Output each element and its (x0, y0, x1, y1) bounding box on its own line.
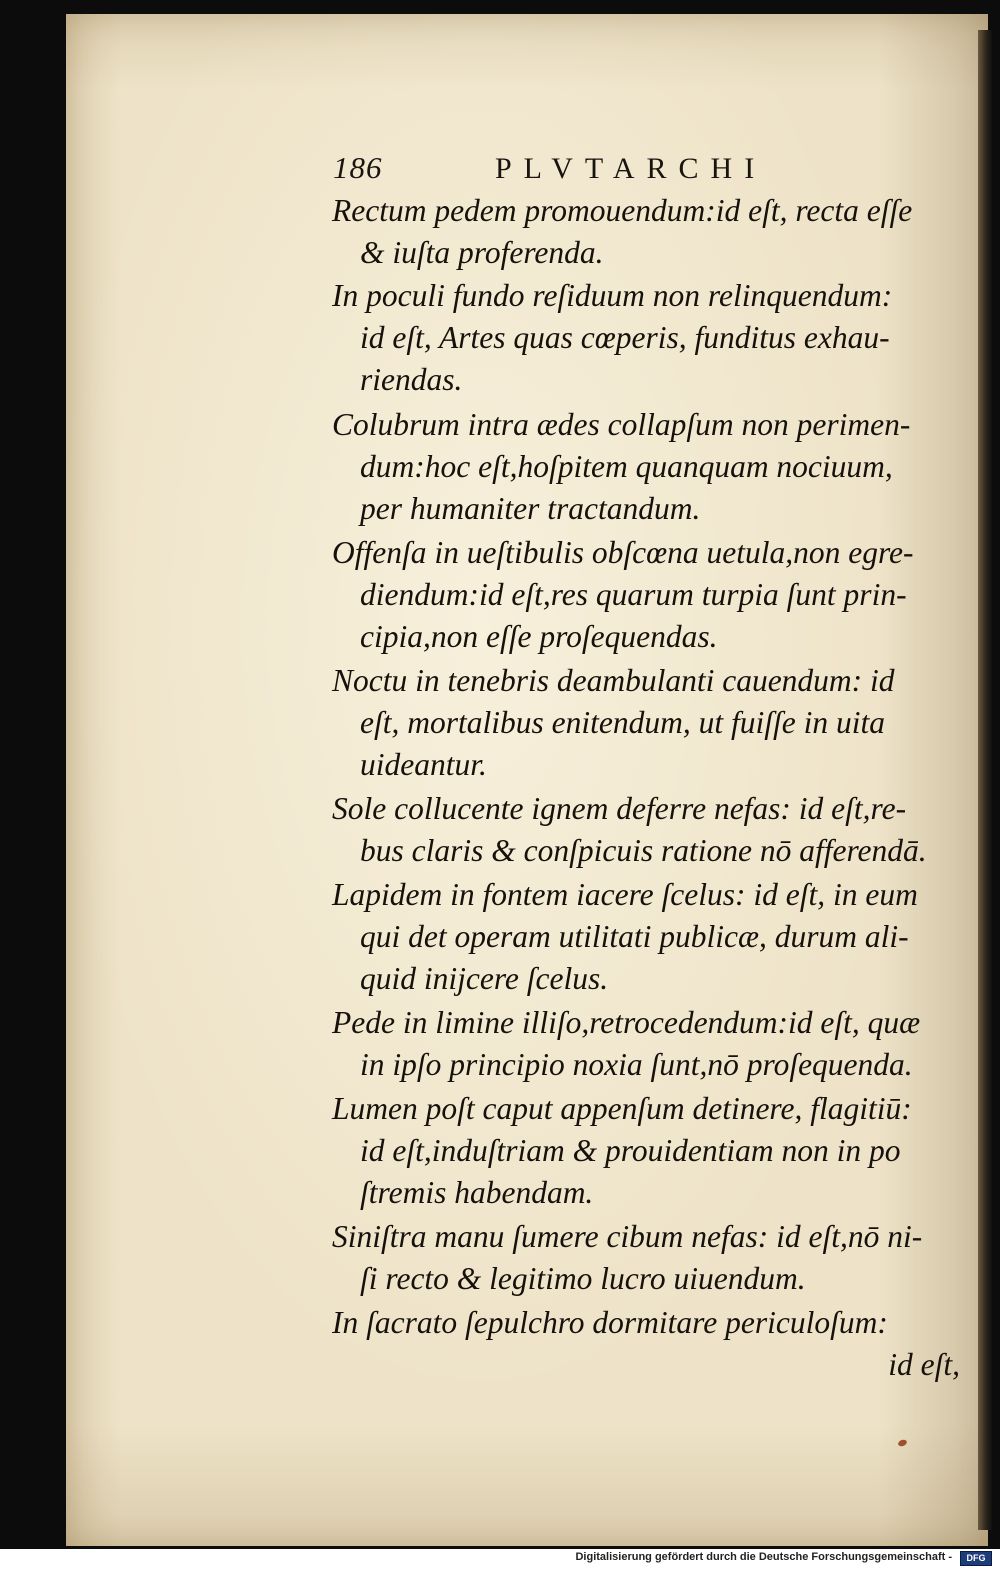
text-line: Offenſa in ueſtibulis obſcœna uetula,non egre- (332, 535, 914, 570)
text-line: Lapidem in fontem iacere ſcelus: id eſt, in eum (332, 877, 918, 912)
text-line: bus claris & conſpicuis ratione nō afferendā. (360, 833, 927, 868)
text-line: eſt, mortalibus enitendum, ut fuiſſe in uita (360, 705, 885, 740)
text-line: Siniſtra manu ſumere cibum nefas: id eſt,nō ni- (332, 1219, 923, 1254)
text-line: id eſt, Artes quas cœperis, funditus exhau- (360, 320, 890, 355)
text-line: dum:hoc eſt,hoſpitem quanquam nociuum, (360, 449, 893, 484)
text-line: In poculi fundo reſiduum non relinquendum: (332, 278, 893, 313)
text-line: per humaniter tractandum. (360, 491, 701, 526)
text-line: Lumen poſt caput appenſum detinere, flagitiū: (332, 1091, 912, 1126)
page-edge (978, 30, 992, 1530)
text-line: riendas. (360, 362, 463, 397)
dfg-logo-icon: DFG (960, 1551, 992, 1566)
text-line: & iuſta proferenda. (360, 235, 604, 270)
text-line: In ſacrato ſepulchro dormitare periculoſum: (332, 1305, 888, 1340)
footer-credit: Digitalisierung gefördert durch die Deutsche Forschungsgemeinschaft - (575, 1551, 952, 1563)
text-line: diendum:id eſt,res quarum turpia ſunt prin- (360, 577, 907, 612)
running-title: PLVTARCHI (495, 152, 767, 185)
text-line: Rectum pedem promouendum:id eſt, recta eſſe (332, 193, 913, 228)
text-line: in ipſo principio noxia ſunt,nō proſequenda. (360, 1047, 913, 1082)
text-line: ſtremis habendam. (360, 1175, 594, 1210)
text-line: Colubrum intra ædes collapſum non perimen- (332, 407, 911, 442)
text-line: Pede in limine illiſo,retrocedendum:id eſt, quæ (332, 1005, 921, 1040)
text-line: Noctu in tenebris deambulanti cauendum: id (332, 663, 895, 698)
text-line: ſi recto & legitimo lucro uiuendum. (360, 1261, 806, 1296)
text-line: quid inijcere ſcelus. (360, 961, 609, 996)
text-line: qui det operam utilitati publicæ, durum ali- (360, 919, 909, 954)
text-line: uideantur. (360, 747, 487, 782)
text-line: Sole collucente ignem deferre nefas: id eſt,re- (332, 791, 907, 826)
catchword: id eſt, (888, 1347, 960, 1382)
text-line: id eſt,induſtriam & prouidentiam non in po (360, 1133, 901, 1168)
folio-number: 186 (333, 150, 383, 185)
text-line: cipia,non eſſe proſequendas. (360, 619, 718, 654)
